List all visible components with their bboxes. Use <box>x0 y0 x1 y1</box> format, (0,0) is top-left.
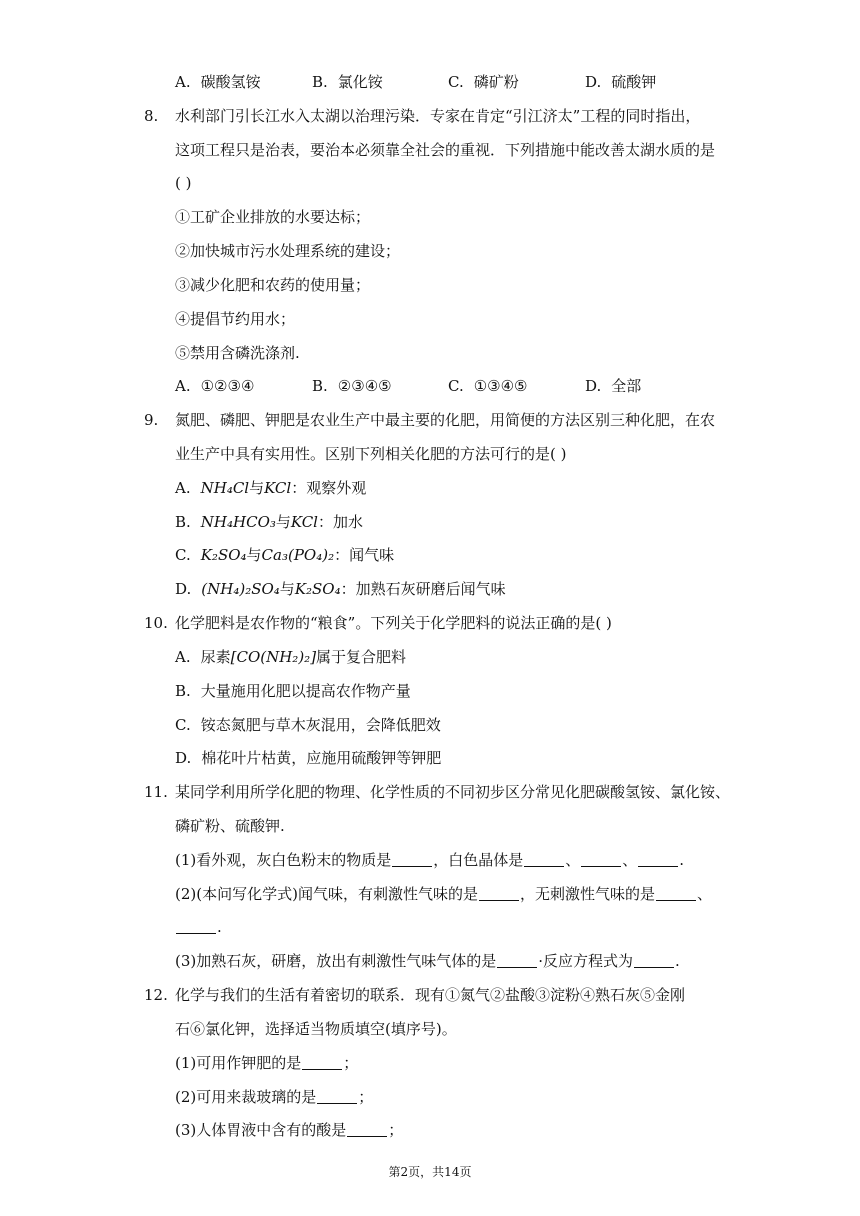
option-c: C. 铵态氮肥与草木灰混用，会降低肥效 <box>175 716 441 734</box>
list-item: ③减少化肥和农药的使用量； <box>175 276 371 294</box>
list-item: ①工矿企业排放的水要达标； <box>175 208 371 226</box>
question-number: 12. <box>144 986 168 1004</box>
sub-question: (2)可用来裁玻璃的是 ； <box>175 1088 374 1106</box>
sub-question: (1)可用作钾肥的是 ； <box>175 1054 359 1072</box>
answer-blank[interactable] <box>656 886 696 901</box>
question-text: 水利部门引长江水入太湖以治理污染．专家在肯定“引江济太”工程的同时指出， <box>175 107 701 125</box>
option-b: B. 大量施用化肥以提高农作物产量 <box>175 682 411 700</box>
question-text: 某同学利用所学化肥的物理、化学性质的不同初步区分常见化肥碳酸氢铵、氯化铵、 <box>175 783 731 801</box>
sub-question: (3)人体胃液中含有的酸是 ； <box>175 1121 404 1139</box>
option-d: D. 硫酸钾 <box>585 73 657 91</box>
option-b: B. NH₄HCO₃与KCl：加水 <box>175 513 363 531</box>
list-item: ④提倡节约用水； <box>175 310 296 328</box>
option-c: C. K₂SO₄与Ca₃(PO₄)₂：闻气味 <box>175 546 395 564</box>
option-d: D. 棉花叶片枯黄，应施用硫酸钾等钾肥 <box>175 749 442 767</box>
option-c: C. ①③④⑤ <box>448 377 528 395</box>
sub-question: (1)看外观，灰白色粉末的物质是 ，白色晶体是 、 、 . <box>175 851 685 869</box>
answer-blank[interactable] <box>497 953 537 968</box>
option-d: D. 全部 <box>585 377 642 395</box>
option-a: A. ①②③④ <box>175 377 255 395</box>
option-b: B. ②③④⑤ <box>312 377 392 395</box>
option-d: D. (NH₄)₂SO₄与K₂SO₄：加熟石灰研磨后闻气味 <box>175 580 506 598</box>
answer-blank[interactable] <box>302 1055 342 1070</box>
answer-blank[interactable] <box>176 919 216 934</box>
question-text: 化学肥料是农作物的“粮食”。下列关于化学肥料的说法正确的是( ) <box>175 614 612 632</box>
option-c: C. 磷矿粉 <box>448 73 519 91</box>
question-text: 氮肥、磷肥、钾肥是农业生产中最主要的化肥，用简便的方法区别三种化肥，在农 <box>175 411 716 429</box>
list-item: ⑤禁用含磷洗涤剂. <box>175 344 300 362</box>
question-text: 业生产中具有实用性。区别下列相关化肥的方法可行的是( ) <box>175 445 567 463</box>
option-a: A. NH₄Cl与KCl：观察外观 <box>175 479 367 497</box>
question-number: 10. <box>144 614 168 632</box>
answer-blank[interactable] <box>634 953 674 968</box>
page-footer: 第2页，共14页 <box>388 1165 472 1179</box>
option-a: A. 尿素[CO(NH₂)₂]属于复合肥料 <box>175 648 407 666</box>
option-a: A. 碳酸氢铵 <box>175 73 261 91</box>
answer-blank[interactable] <box>524 852 564 867</box>
answer-blank[interactable] <box>581 852 621 867</box>
question-text: 这项工程只是治表，要治本必须靠全社会的重视．下列措施中能改善太湖水质的是 <box>175 141 716 159</box>
question-number: 9. <box>144 411 159 429</box>
question-text: 石⑥氯化钾，选择适当物质填空(填序号)。 <box>175 1020 457 1038</box>
answer-blank[interactable] <box>392 852 432 867</box>
question-number: 11. <box>144 783 168 801</box>
question-number: 8. <box>144 107 159 125</box>
option-b: B. 氯化铵 <box>312 73 383 91</box>
answer-blank[interactable] <box>638 852 678 867</box>
question-text: ( ) <box>175 174 192 192</box>
list-item: ②加快城市污水处理系统的建设； <box>175 242 401 260</box>
answer-blank[interactable] <box>347 1122 387 1137</box>
answer-blank[interactable] <box>479 886 519 901</box>
sub-question: (3)加熟石灰，研磨，放出有刺激性气味气体的是 ·反应方程式为 . <box>175 952 680 970</box>
sub-question: . <box>175 917 222 937</box>
question-text: 磷矿粉、硫酸钾. <box>175 817 285 835</box>
sub-question: (2)(本问写化学式)闻气味，有刺激性气味的是 ，无刺激性气味的是 、 <box>175 885 712 903</box>
answer-blank[interactable] <box>317 1089 357 1104</box>
question-text: 化学与我们的生活有着密切的联系．现有①氮气②盐酸③淀粉④熟石灰⑤金刚 <box>175 986 686 1004</box>
